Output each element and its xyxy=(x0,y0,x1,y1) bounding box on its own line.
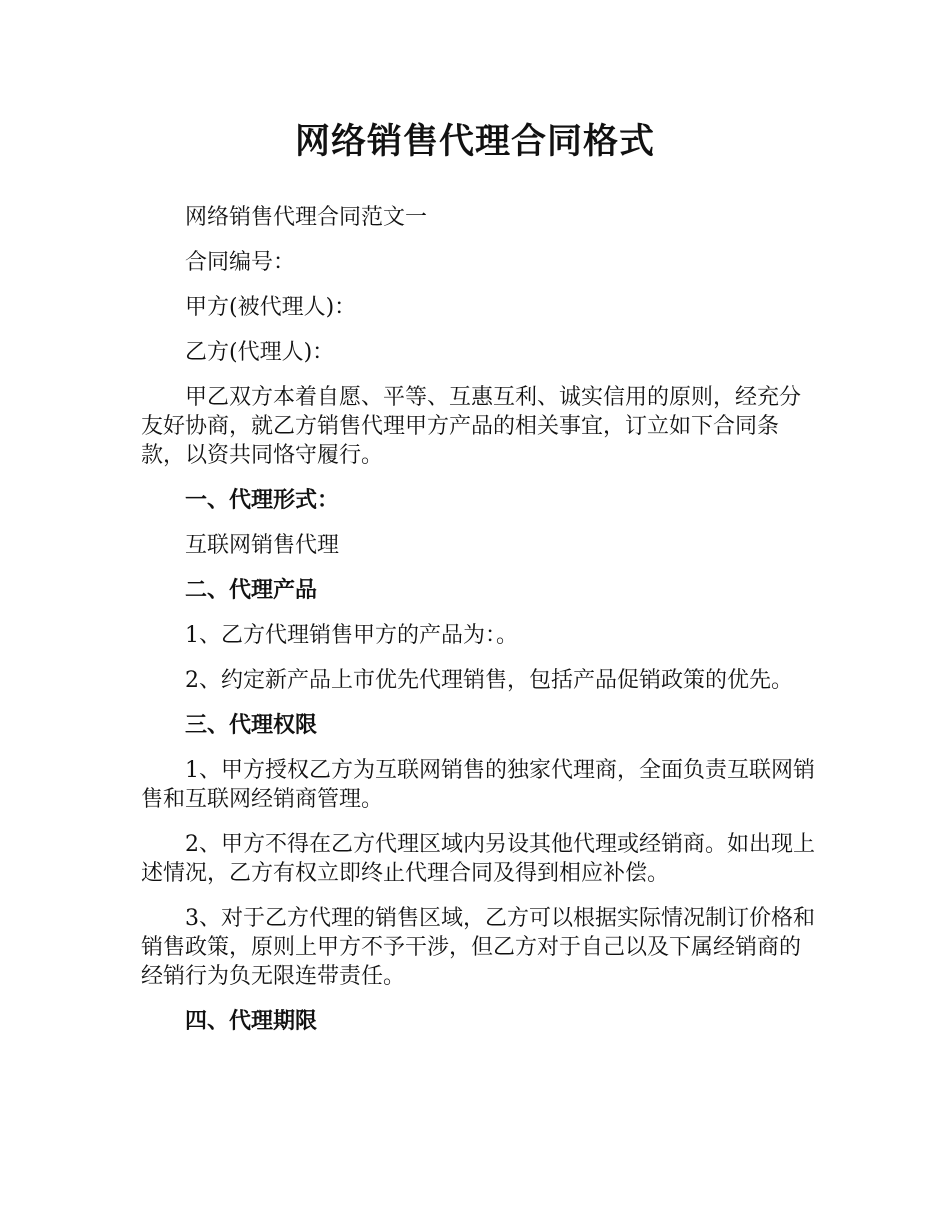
paragraph-sample-title: 网络销售代理合同范文一 xyxy=(185,205,428,230)
paragraph-party-b: 乙方(代理人)： xyxy=(185,340,335,365)
paragraph-authority-3: 3、对于乙方代理的销售区域，乙方可以根据实际情况制订价格和销售政策，原则上甲方不予干涉，但乙方对于自己以及下属经销商的经销行为负无限连带责任。 xyxy=(141,906,815,989)
paragraph-party-a: 甲方(被代理人)： xyxy=(185,295,357,320)
section-heading-agency-products: 二、代理产品 xyxy=(185,578,318,603)
section-heading-agency-term: 四、代理期限 xyxy=(185,1009,318,1034)
paragraph-contract-number: 合同编号： xyxy=(185,250,296,275)
paragraph-authority-1: 1、甲方授权乙方为互联网销售的独家代理商，全面负责互联网销售和互联网经销商管理。 xyxy=(141,758,815,812)
paragraph-products-2: 2、约定新产品上市优先代理销售，包括产品促销政策的优先。 xyxy=(185,668,793,693)
section-heading-agency-form: 一、代理形式： xyxy=(185,488,340,513)
paragraph-authority-2: 2、甲方不得在乙方代理区域内另设其他代理或经销商。如出现上述情况，乙方有权立即终止代理合同及得到相应补偿。 xyxy=(141,832,815,886)
paragraph-preamble: 甲乙双方本着自愿、平等、互惠互利、诚实信用的原则，经充分友好协商，就乙方销售代理甲方产品的相关事宜，订立如下合同条款，以资共同恪守履行。 xyxy=(141,385,802,468)
paragraph-agency-form: 互联网销售代理 xyxy=(185,533,340,558)
page-title: 网络销售代理合同格式 xyxy=(294,122,655,162)
paragraph-products-1: 1、乙方代理销售甲方的产品为：。 xyxy=(185,623,518,648)
document-body xyxy=(141,203,821,1052)
section-heading-agency-authority: 三、代理权限 xyxy=(185,713,318,738)
